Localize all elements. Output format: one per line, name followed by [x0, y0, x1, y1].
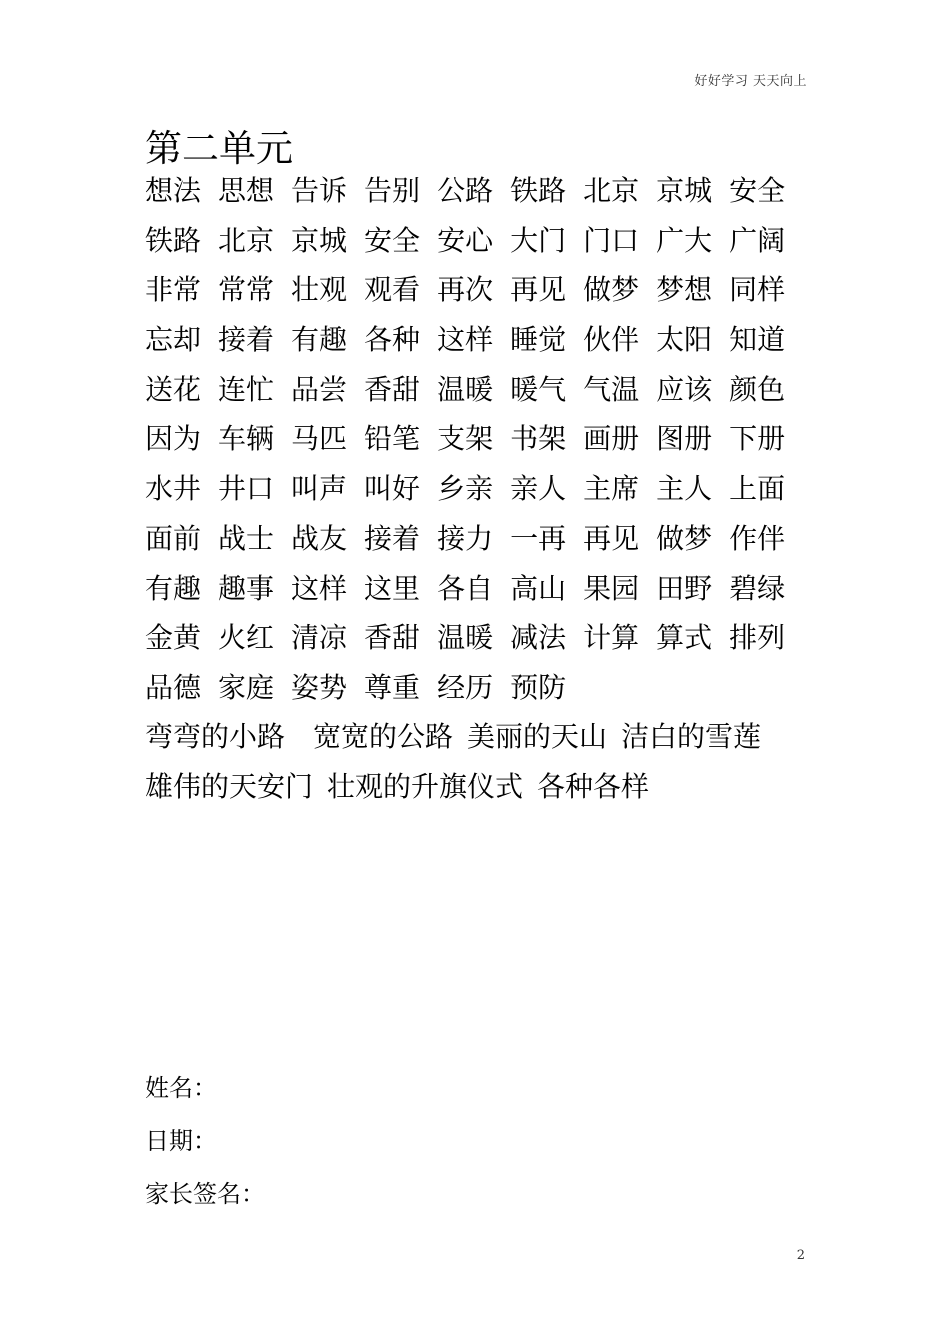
signature-block — [145, 1068, 265, 1227]
vocab-word: 品德 — [145, 670, 202, 704]
vocab-word: 主席 — [583, 472, 640, 506]
vocab-word: 铁路 — [145, 223, 202, 257]
vocab-word: 乡亲 — [437, 472, 494, 506]
vocab-word: 再见 — [583, 521, 640, 555]
vocab-word: 叫声 — [291, 472, 348, 506]
vocab-word: 果园 — [583, 571, 640, 605]
vocab-phrase: 弯弯的小路 — [145, 720, 286, 753]
word-row — [145, 218, 825, 268]
vocab-word: 暖气 — [510, 372, 567, 406]
vocab-word: 有趣 — [145, 571, 202, 605]
vocab-word: 战士 — [218, 521, 275, 555]
vocab-word: 趣事 — [218, 571, 275, 605]
word-list — [145, 168, 825, 715]
phrase-row — [145, 714, 845, 764]
vocab-word: 接力 — [437, 521, 494, 555]
vocab-word: 铁路 — [510, 174, 567, 207]
vocab-word: 算式 — [656, 621, 713, 655]
vocab-word: 车辆 — [218, 422, 275, 456]
vocab-word: 因为 — [145, 422, 202, 456]
vocab-word: 品尝 — [291, 372, 348, 406]
vocab-word: 气温 — [583, 372, 640, 406]
vocab-word: 观看 — [364, 273, 421, 307]
vocab-word: 北京 — [583, 174, 640, 207]
parent-signature-label: 家长签名： — [145, 1180, 265, 1208]
vocab-word: 画册 — [583, 422, 640, 456]
vocab-word: 常常 — [218, 273, 275, 307]
vocab-word: 金黄 — [145, 621, 202, 655]
vocab-word: 同样 — [729, 273, 786, 307]
vocab-word: 一再 — [510, 521, 567, 555]
vocab-word: 井口 — [218, 472, 275, 506]
vocab-word: 做梦 — [583, 273, 640, 307]
vocab-word: 京城 — [656, 174, 713, 207]
vocab-word: 书架 — [510, 422, 567, 456]
vocab-word: 安全 — [364, 223, 421, 257]
vocab-word: 告诉 — [291, 174, 348, 207]
vocab-word: 伙伴 — [583, 323, 640, 357]
phrase-row — [145, 764, 845, 814]
vocab-phrase: 洁白的雪莲 — [621, 720, 762, 753]
vocab-word: 碧绿 — [729, 571, 786, 605]
vocab-word: 忘却 — [145, 323, 202, 357]
date-label: 日期： — [145, 1127, 217, 1155]
vocab-word: 公路 — [437, 174, 494, 207]
vocab-word: 接着 — [364, 521, 421, 555]
vocab-word: 太阳 — [656, 323, 713, 357]
word-row — [145, 168, 825, 218]
vocab-word: 亲人 — [510, 472, 567, 506]
vocab-word: 再次 — [437, 273, 494, 307]
page-title: 第二单元 — [145, 127, 293, 170]
vocab-word: 门口 — [583, 223, 640, 257]
phrase-list — [145, 714, 845, 813]
vocab-word: 支架 — [437, 422, 494, 456]
vocab-word: 马匹 — [291, 422, 348, 456]
vocab-word: 主人 — [656, 472, 713, 506]
vocab-word: 广大 — [656, 223, 713, 257]
vocab-word: 经历 — [437, 670, 494, 704]
vocab-word: 大门 — [510, 223, 567, 257]
vocab-word: 尊重 — [364, 670, 421, 704]
vocab-word: 再见 — [510, 273, 567, 307]
vocab-word: 思想 — [218, 174, 275, 207]
vocab-word: 有趣 — [291, 323, 348, 357]
vocab-word: 图册 — [656, 422, 713, 456]
vocab-word: 各种 — [364, 323, 421, 357]
vocab-word: 告别 — [364, 174, 421, 207]
vocab-word: 安全 — [729, 174, 786, 207]
vocab-word: 高山 — [510, 571, 567, 605]
word-row — [145, 516, 825, 566]
vocab-word: 作伴 — [729, 521, 786, 555]
vocab-word: 姿势 — [291, 670, 348, 704]
vocab-word: 家庭 — [218, 670, 275, 704]
vocab-word: 想法 — [145, 174, 202, 207]
vocab-word: 接着 — [218, 323, 275, 357]
vocab-word: 这样 — [291, 571, 348, 605]
vocab-phrase: 美丽的天山 — [467, 720, 608, 753]
vocab-word: 战友 — [291, 521, 348, 555]
vocab-word: 梦想 — [656, 273, 713, 307]
vocab-word: 下册 — [729, 422, 786, 456]
vocab-word: 温暖 — [437, 372, 494, 406]
vocab-word: 送花 — [145, 372, 202, 406]
vocab-word: 各自 — [437, 571, 494, 605]
header-slogan: 好好学习 天天向上 — [694, 74, 807, 89]
vocab-word: 减法 — [510, 621, 567, 655]
vocab-word: 面前 — [145, 521, 202, 555]
vocab-phrase: 宽宽的公路 — [313, 720, 454, 753]
vocab-word: 京城 — [291, 223, 348, 257]
vocab-phrase: 各种各样 — [537, 769, 650, 803]
vocab-word: 知道 — [729, 323, 786, 357]
word-row — [145, 665, 825, 715]
vocab-word: 上面 — [729, 472, 786, 506]
vocab-word: 广阔 — [729, 223, 786, 257]
vocab-word: 壮观 — [291, 273, 348, 307]
vocab-word: 这样 — [437, 323, 494, 357]
vocab-word: 田野 — [656, 571, 713, 605]
vocab-word: 香甜 — [364, 621, 421, 655]
vocab-word: 这里 — [364, 571, 421, 605]
word-row — [145, 466, 825, 516]
vocab-word: 计算 — [583, 621, 640, 655]
word-row — [145, 566, 825, 616]
word-row — [145, 267, 825, 317]
vocab-word: 温暖 — [437, 621, 494, 655]
word-row — [145, 317, 825, 367]
word-row — [145, 615, 825, 665]
name-label: 姓名： — [145, 1074, 217, 1102]
vocab-word: 清凉 — [291, 621, 348, 655]
vocab-phrase: 壮观的升旗仪式 — [327, 769, 524, 803]
vocab-word: 预防 — [510, 670, 567, 704]
word-row — [145, 416, 825, 466]
word-row — [145, 367, 825, 417]
vocab-word: 非常 — [145, 273, 202, 307]
vocab-word: 睡觉 — [510, 323, 567, 357]
vocab-word: 连忙 — [218, 372, 275, 406]
vocab-word: 安心 — [437, 223, 494, 257]
vocab-word: 做梦 — [656, 521, 713, 555]
vocab-word: 应该 — [656, 372, 713, 406]
vocab-word: 铅笔 — [364, 422, 421, 456]
vocab-word: 北京 — [218, 223, 275, 257]
vocab-word: 叫好 — [364, 472, 421, 506]
vocab-phrase: 雄伟的天安门 — [145, 769, 314, 803]
vocab-word: 水井 — [145, 472, 202, 506]
vocab-word: 火红 — [218, 621, 275, 655]
vocab-word: 颜色 — [729, 372, 786, 406]
page-number: 2 — [796, 1248, 805, 1263]
vocab-word: 香甜 — [364, 372, 421, 406]
vocab-word: 排列 — [729, 621, 786, 655]
